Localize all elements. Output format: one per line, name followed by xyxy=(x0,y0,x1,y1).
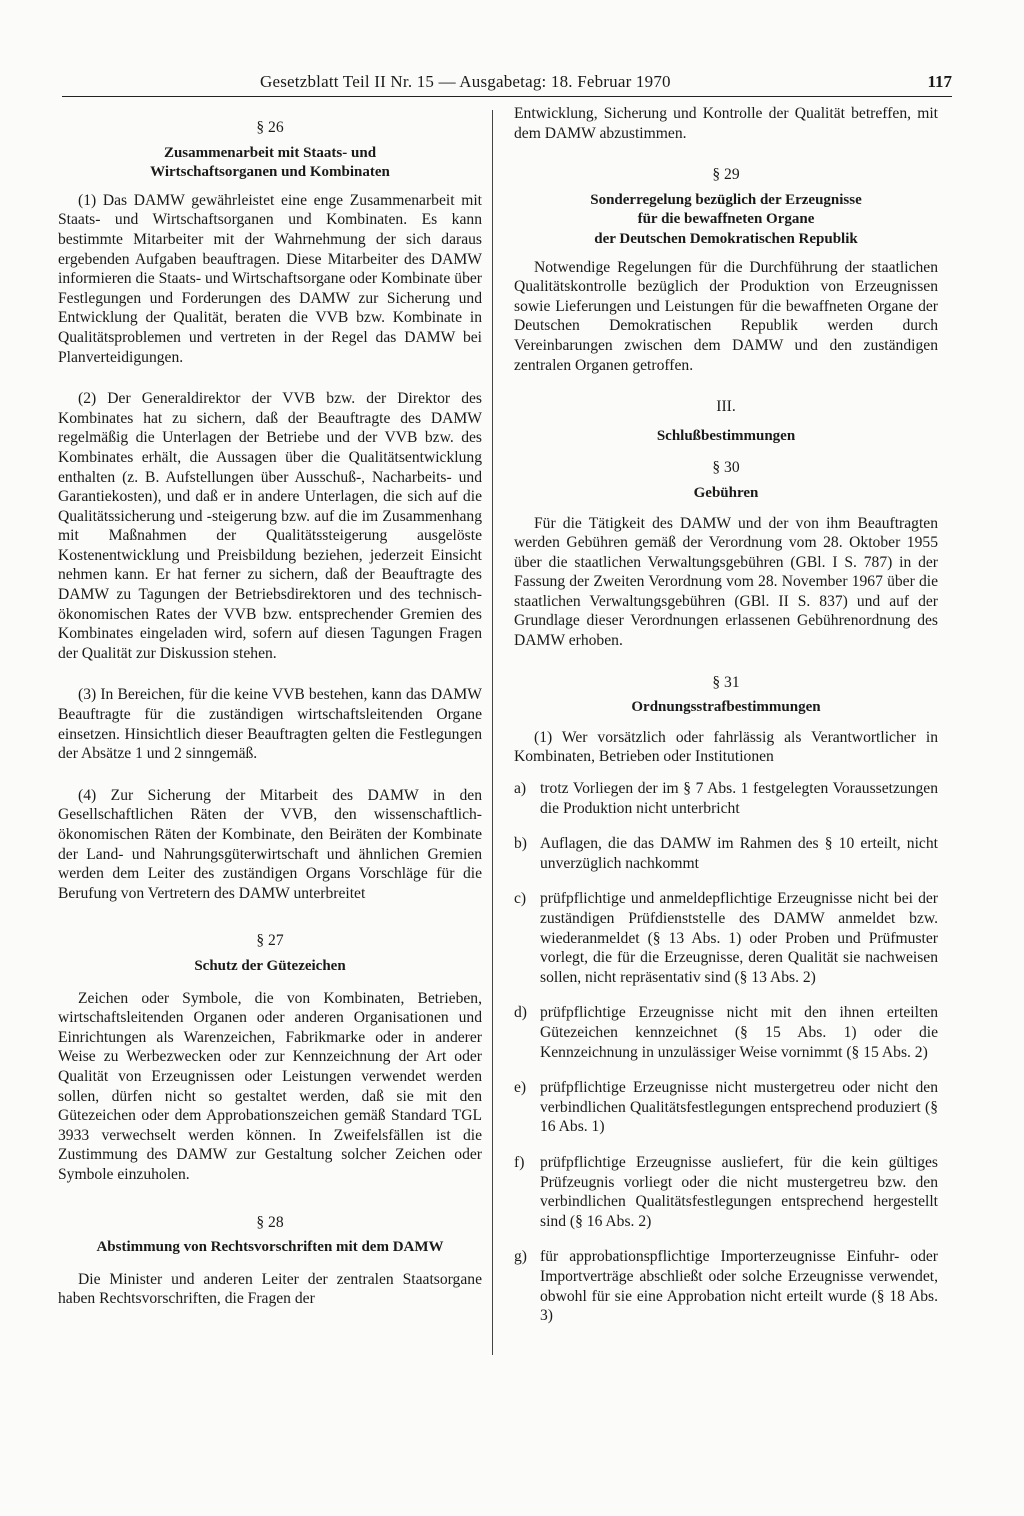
header-rule xyxy=(62,96,952,97)
list-item-label: a) xyxy=(514,780,527,798)
list-item-text: Auflagen, die das DAMW im Rahmen des § 10 erteilt, nicht unverzüglich nachkommt xyxy=(540,835,938,872)
section-29-number: § 29 xyxy=(712,166,740,184)
section-28-number: § 28 xyxy=(256,1213,284,1231)
section-29-title-line-2: für die bewaffneten Organe xyxy=(637,211,815,228)
section-28-paragraph: Die Minister und anderen Leiter der zentralen Staatsorgane haben Rechtsvorschriften, die Fragen der xyxy=(58,1270,482,1308)
section-26-title-line-2: Wirtschaftsorganen und Kombinaten xyxy=(150,164,390,181)
list-item-text: prüfpflichtige Erzeugnisse nicht mustergetreu oder nicht den verbindlichen Qualitätsfestlegungen entsprechend produziert (§ 16 Abs. 1) xyxy=(540,1079,938,1136)
page-number: 117 xyxy=(927,72,952,91)
list-item xyxy=(514,889,938,987)
list-item-text: prüfpflichtige Erzeugnisse nicht mit den ihnen erteilten Gütezeichen kennzeichnet (§ 15 Abs. 1) oder die Kennzeichnung in unzulässiger Weise vornimmt (§ 15 Abs. 2) xyxy=(540,1004,938,1061)
list-item-label: e) xyxy=(514,1079,527,1097)
section-29-title-line-3: der Deutschen Demokratischen Republik xyxy=(594,230,858,247)
section-29-paragraph: Notwendige Regelungen für die Durchführung der staatlichen Qualitätskontrolle bezüglich der Produktion von Erzeugnissen sowie Lieferungen und Leistungen für die bewaffneten Organe der Deutschen Demokratischen Republik werden durch Vereinbarungen zwischen dem DAMW und den zuständigen zentralen Organen getroffen. xyxy=(514,258,938,374)
list-item xyxy=(514,779,938,818)
section-26-number: § 26 xyxy=(256,119,284,136)
section-28-title: Abstimmung von Rechtsvorschriften mit dem DAMW xyxy=(96,1239,444,1256)
section-30-paragraph: Für die Tätigkeit des DAMW und der von ihm Beauftragten werden Gebühren gemäß der Verordnung vom 28. Oktober 1955 über die staatlichen Verwaltungsgebühren (GBl. I S. 787) in der Fassung der Zweiten Verordnung vom 28. November 1967 über die staatlichen Verwaltungsgebühren (GBl. II S. 837) und auf der Grundlage dieser Verordnungen erlassenen Gebührenordnung des DAMW erhoben. xyxy=(514,514,938,650)
list-item xyxy=(514,1003,938,1062)
list-item-label: g) xyxy=(514,1248,527,1266)
left-column xyxy=(58,104,482,1309)
section-26-paragraph-1: (1) Das DAMW gewährleistet eine enge Zusammenarbeit mit Staats- und Wirtschaftsorganen und Kombinaten. Es kann bestimmte Mitarbeiter mit der Wahrnehmung der sich daraus ergebenden Aufgaben beauftragen. Diese Mitarbeiter des DAMW informieren die Staats- und Wirtschaftsorgane oder Kombinate über Festlegungen und Forderungen des DAMW zur Sicherung und Entwicklung der Qualität, beraten die VVB bzw. Kombinate in Qualitätsproblemen und vertreten in der Regel das DAMW bei Planverteidigungen. xyxy=(58,191,482,366)
list-item xyxy=(514,834,938,873)
section-30-title: Gebühren xyxy=(693,484,759,501)
list-item-text: prüfpflichtige und anmeldepflichtige Erzeugnisse nicht bei der zuständigen Prüfdienststelle des DAMW anmeldet bzw. wiederanmeldet (§ 13 Abs. 1) oder Proben und Prüfmuster vorlegt, die für die Erzeugnisse, deren Qualität sie nachweisen sollen, nicht repräsentativ sind (§ 13 Abs. 2) xyxy=(540,890,938,986)
list-item-label: d) xyxy=(514,1004,527,1022)
part-3-title: Schlußbestimmungen xyxy=(656,427,796,444)
section-28-continuation: Entwicklung, Sicherung und Kontrolle der Qualität betreffen, mit dem DAMW abzustimmen. xyxy=(514,105,938,142)
section-27-paragraph: Zeichen oder Symbole, die von Kombinaten, Betrieben, wirtschaftsleitenden Organen oder anderen Organisationen und Einrichtungen als Warenzeichen, Fabrikmarke oder in anderer Weise zu Werbezwecken oder zur Kennzeichnung der Art oder Qualität von Erzeugnissen oder Leistungen verwendet werden sollen, dürfen nicht so gestaltet werden, daß sie mit den Gütezeichen oder dem Approbationszeichen gemäß Standard TGL 3933 verwechselt werden können. In Zweifelsfällen ist die Zustimmung des DAMW zur Gestaltung solcher Zeichen oder Symbole einzuholen. xyxy=(58,989,482,1183)
part-3-numeral: III. xyxy=(716,398,736,416)
section-26-paragraph-2: (2) Der Generaldirektor der VVB bzw. der Direktor des Kombinates hat zu sichern, daß der Beauftragte des DAMW regelmäßig die Unterlagen der Betriebe und der VVB bzw. des Kombinates erhält, die Aussagen über die Qualitätsentwicklung enthalten (z. B. Aufstellungen über Ausschuß-, Nacharbeits- und Garantiekosten), und daß er in andere Unterlagen, die sich auf die Qualitätssicherung und -steigerung bzw. auf die im Zusammenhang mit Maßnahmen der Qualitätssteigerung ausgelöste Kostenentwicklung und Preisbildung beziehen, jederzeit Einsicht nehmen kann. Er hat ferner zu sichern, daß der Beauftragte des DAMW zu Tagungen der Betriebsdirektoren und des technisch-ökonomischen Rates der VVB bzw. entsprechender Gremien des Kombinates eingeladen wird, sofern auf diesen Tagungen Fragen der Qualität zur Diskussion stehen. xyxy=(58,390,482,662)
section-31-number: § 31 xyxy=(712,673,740,691)
list-item-text: für approbationspflichtige Importerzeugnisse Einfuhr- oder Importverträge abschließt oder solche Erzeugnisse verwendet, obwohl für sie eine Approbation nicht erteilt wurde (§ 18 Abs. 3) xyxy=(540,1248,938,1325)
right-column xyxy=(514,104,938,1326)
page-header xyxy=(62,72,952,94)
list-item-label: b) xyxy=(514,835,527,853)
list-item xyxy=(514,1247,938,1325)
list-item-label: c) xyxy=(514,890,527,908)
list-item-label: f) xyxy=(514,1153,525,1171)
list-item xyxy=(514,1153,938,1231)
column-divider xyxy=(492,110,493,1355)
gazette-title: Gesetzblatt Teil II Nr. 15 — Ausgabetag: 18. Februar 1970 xyxy=(260,72,671,91)
section-26-paragraph-4: (4) Zur Sicherung der Mitarbeit des DAMW in den Gesellschaftlichen Räten der VVB, den wissenschaftlich-ökonomischen Räten der Kombinate, den Beiräten der Kombinate der Land- und Nahrungsgüterwirtschaft und ähnlichen Gremien werden dem Leiter des zuständigen Organs Vorschläge für die Berufung von Vertretern des DAMW unterbreitet xyxy=(58,786,482,902)
list-item xyxy=(514,1078,938,1137)
section-27-number: § 27 xyxy=(256,932,284,950)
section-31-paragraph-1: (1) Wer vorsätzlich oder fahrlässig als Verantwortlicher in Kombinaten, Betrieben oder Institutionen xyxy=(514,728,938,766)
section-26-paragraph-3: (3) In Bereichen, für die keine VVB bestehen, kann das DAMW Beauftragte für die zuständigen wirtschaftsleitenden Organe einsetzen. Hinsichtlich dieser Beauftragten gelten die Festlegungen der Absätze 1 und 2 sinngemäß. xyxy=(58,686,482,763)
list-item-text: prüfpflichtige Erzeugnisse ausliefert, für die kein gültiges Prüfzeugnis vorliegt oder die nicht mustergetreu bzw. den verbindlichen Qualitätsfestlegungen entsprechend hergestellt sind (§ 16 Abs. 2) xyxy=(540,1153,938,1230)
section-31-title: Ordnungsstrafbestimmungen xyxy=(631,699,821,716)
section-30-number: § 30 xyxy=(712,459,740,477)
section-26-title-line-1: Zusammenarbeit mit Staats- und xyxy=(163,144,377,161)
list-item-text: trotz Vorliegen der im § 7 Abs. 1 festgelegten Voraussetzungen die Produktion nicht unterbricht xyxy=(540,780,938,817)
section-29-title-line-1: Sonderregelung bezüglich der Erzeugnisse xyxy=(590,191,862,208)
section-27-title: Schutz der Gütezeichen xyxy=(194,957,346,974)
